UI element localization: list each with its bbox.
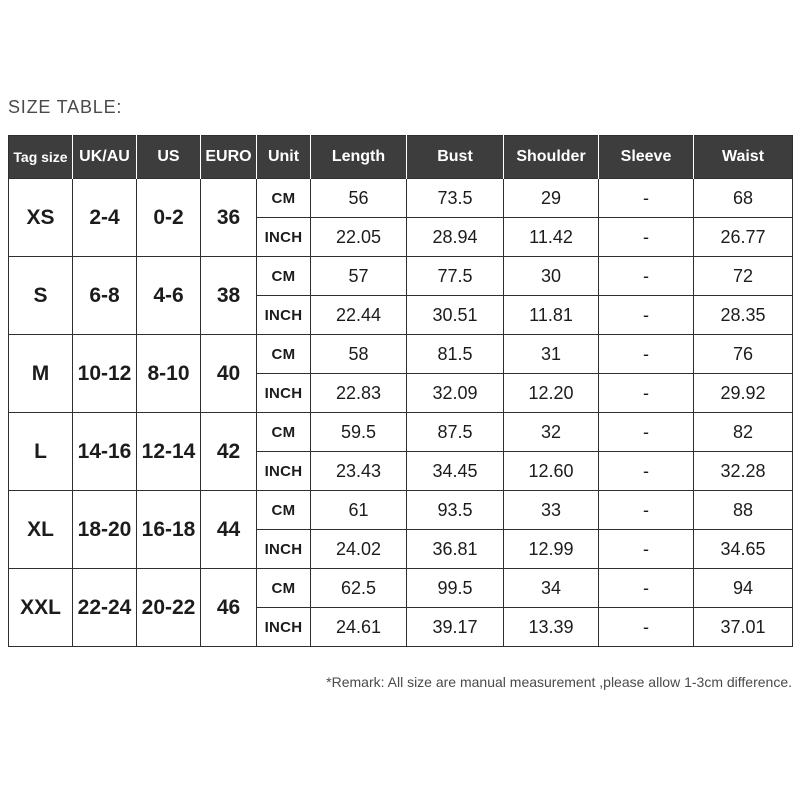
header-ukau: UK/AU [73,136,137,179]
value-l-cm-length: 59.5 [311,413,407,452]
value-xs-cm-waist: 68 [694,179,793,218]
value-s-inch-shoulder: 11.81 [504,296,599,335]
unit-cm-cell-l: CM [257,413,311,452]
value-xl-inch-bust: 36.81 [407,530,504,569]
euro-cell-l: 42 [201,413,257,491]
value-s-cm-waist: 72 [694,257,793,296]
value-xl-cm-waist: 88 [694,491,793,530]
value-xl-cm-bust: 93.5 [407,491,504,530]
value-xxl-inch-shoulder: 13.39 [504,608,599,647]
unit-cm-cell-m: CM [257,335,311,374]
value-l-inch-length: 23.43 [311,452,407,491]
value-xxl-inch-waist: 37.01 [694,608,793,647]
unit-cm-cell-xl: CM [257,491,311,530]
value-xxl-cm-shoulder: 34 [504,569,599,608]
value-xl-inch-sleeve: - [599,530,694,569]
value-xxl-cm-waist: 94 [694,569,793,608]
us-cell-xxl: 20-22 [137,569,201,647]
row-xl-cm [9,491,793,530]
row-xs-cm [9,179,793,218]
value-xl-inch-shoulder: 12.99 [504,530,599,569]
value-xs-cm-sleeve: - [599,179,694,218]
value-m-cm-length: 58 [311,335,407,374]
value-xs-inch-shoulder: 11.42 [504,218,599,257]
tag-size-cell-xs: XS [9,179,73,257]
value-m-cm-sleeve: - [599,335,694,374]
size-table [8,135,793,647]
value-l-inch-shoulder: 12.60 [504,452,599,491]
value-xl-cm-length: 61 [311,491,407,530]
header-euro: EURO [201,136,257,179]
value-xxl-cm-bust: 99.5 [407,569,504,608]
value-xxl-inch-length: 24.61 [311,608,407,647]
header-row [9,136,793,179]
us-cell-s: 4-6 [137,257,201,335]
unit-cm-cell-xs: CM [257,179,311,218]
ukau-cell-xxl: 22-24 [73,569,137,647]
header-waist: Waist [694,136,793,179]
euro-cell-s: 38 [201,257,257,335]
value-s-inch-sleeve: - [599,296,694,335]
ukau-cell-xs: 2-4 [73,179,137,257]
value-m-cm-waist: 76 [694,335,793,374]
value-xs-cm-length: 56 [311,179,407,218]
us-cell-xs: 0-2 [137,179,201,257]
header-sleeve: Sleeve [599,136,694,179]
header-unit: Unit [257,136,311,179]
row-s-cm [9,257,793,296]
header-us: US [137,136,201,179]
tag-size-cell-l: L [9,413,73,491]
header-bust: Bust [407,136,504,179]
value-m-cm-bust: 81.5 [407,335,504,374]
euro-cell-m: 40 [201,335,257,413]
euro-cell-xl: 44 [201,491,257,569]
value-m-inch-sleeve: - [599,374,694,413]
value-xs-inch-length: 22.05 [311,218,407,257]
value-s-cm-shoulder: 30 [504,257,599,296]
size-table-header [9,136,793,179]
remark-note: *Remark: All size are manual measurement ,please allow 1-3cm difference. [326,674,792,690]
value-xl-cm-shoulder: 33 [504,491,599,530]
value-s-inch-bust: 30.51 [407,296,504,335]
ukau-cell-m: 10-12 [73,335,137,413]
unit-inch-cell-xl: INCH [257,530,311,569]
euro-cell-xs: 36 [201,179,257,257]
value-s-cm-bust: 77.5 [407,257,504,296]
value-l-inch-sleeve: - [599,452,694,491]
value-xl-inch-length: 24.02 [311,530,407,569]
row-xxl-cm [9,569,793,608]
unit-inch-cell-l: INCH [257,452,311,491]
value-xs-inch-bust: 28.94 [407,218,504,257]
value-s-cm-length: 57 [311,257,407,296]
row-m-cm [9,335,793,374]
value-xs-cm-shoulder: 29 [504,179,599,218]
value-xs-cm-bust: 73.5 [407,179,504,218]
size-table-body [9,179,793,647]
tag-size-cell-m: M [9,335,73,413]
value-xs-inch-waist: 26.77 [694,218,793,257]
euro-cell-xxl: 46 [201,569,257,647]
value-xxl-cm-length: 62.5 [311,569,407,608]
us-cell-xl: 16-18 [137,491,201,569]
header-length: Length [311,136,407,179]
value-xxl-inch-sleeve: - [599,608,694,647]
header-shoulder: Shoulder [504,136,599,179]
ukau-cell-xl: 18-20 [73,491,137,569]
value-xl-cm-sleeve: - [599,491,694,530]
value-l-cm-shoulder: 32 [504,413,599,452]
row-l-cm [9,413,793,452]
unit-inch-cell-s: INCH [257,296,311,335]
tag-size-cell-xxl: XXL [9,569,73,647]
header-tag-size: Tag size [9,136,73,179]
value-s-inch-waist: 28.35 [694,296,793,335]
value-l-cm-sleeve: - [599,413,694,452]
value-m-inch-length: 22.83 [311,374,407,413]
value-s-cm-sleeve: - [599,257,694,296]
us-cell-l: 12-14 [137,413,201,491]
unit-inch-cell-xs: INCH [257,218,311,257]
value-m-cm-shoulder: 31 [504,335,599,374]
value-xl-inch-waist: 34.65 [694,530,793,569]
value-s-inch-length: 22.44 [311,296,407,335]
value-m-inch-waist: 29.92 [694,374,793,413]
us-cell-m: 8-10 [137,335,201,413]
value-xxl-cm-sleeve: - [599,569,694,608]
value-l-cm-waist: 82 [694,413,793,452]
ukau-cell-l: 14-16 [73,413,137,491]
value-xxl-inch-bust: 39.17 [407,608,504,647]
value-l-cm-bust: 87.5 [407,413,504,452]
unit-cm-cell-s: CM [257,257,311,296]
page-title: SIZE TABLE: [8,97,123,117]
tag-size-cell-s: S [9,257,73,335]
value-l-inch-waist: 32.28 [694,452,793,491]
value-l-inch-bust: 34.45 [407,452,504,491]
tag-size-cell-xl: XL [9,491,73,569]
value-m-inch-bust: 32.09 [407,374,504,413]
ukau-cell-s: 6-8 [73,257,137,335]
value-xs-inch-sleeve: - [599,218,694,257]
unit-cm-cell-xxl: CM [257,569,311,608]
unit-inch-cell-m: INCH [257,374,311,413]
unit-inch-cell-xxl: INCH [257,608,311,647]
value-m-inch-shoulder: 12.20 [504,374,599,413]
